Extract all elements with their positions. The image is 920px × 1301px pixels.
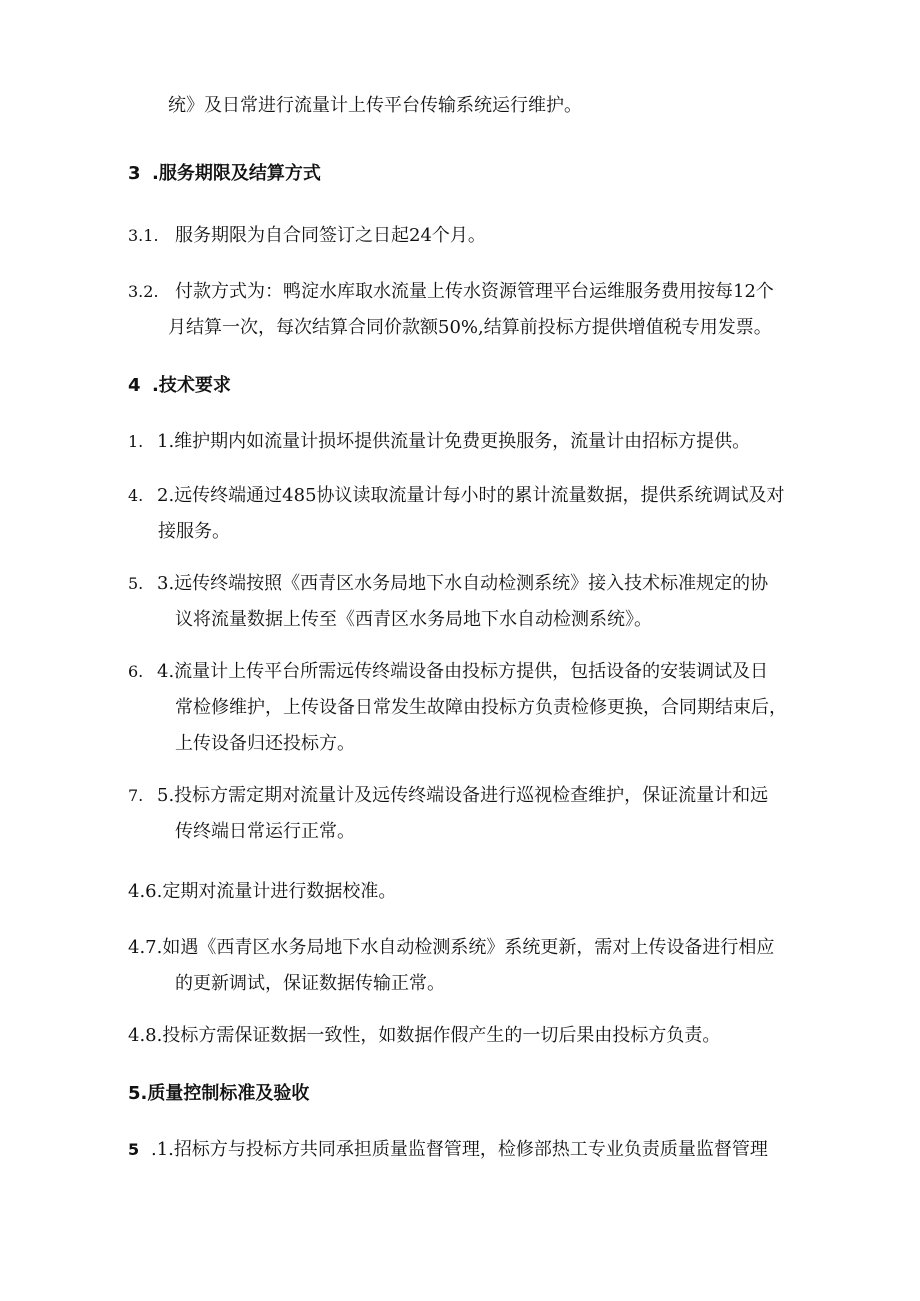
item-text-line: 传终端日常运行正常。 [175, 821, 355, 842]
item-text-line: 常检修维护，上传设备日常发生故障由投标方负责检修更换，合同期结束后， [175, 697, 787, 718]
item-number: 4. [128, 486, 144, 505]
item-number: 5 [128, 1140, 140, 1159]
item-text-line: 4.7.如遇《西青区水务局地下水自动检测系统》系统更新，需对上传设备进行相应 [128, 937, 775, 958]
item-text-line: 的更新调试，保证数据传输正常。 [175, 973, 445, 994]
section-3-heading: .服务期限及结算方式 [152, 163, 321, 184]
section-4-heading: .技术要求 [152, 375, 231, 396]
item-text-line: 1.维护期内如流量计损坏提供流量计免费更换服务，流量计由招标方提供。 [157, 431, 751, 452]
item-number: 6. [128, 662, 144, 681]
item-text-line: 上传设备归还投标方。 [175, 733, 355, 754]
item-text-line: 4.流量计上传平台所需远传终端设备由投标方提供，包括设备的安装调试及日 [157, 661, 769, 682]
section-3-heading-number: 3 [128, 163, 141, 184]
item-text-line: 付款方式为：鸭淀水库取水流量上传水资源管理平台运维服务费用按每12个 [175, 281, 774, 302]
item-number: 3.1. [128, 226, 159, 245]
item-text-line: 接服务。 [158, 521, 230, 542]
item-text-line: 5.投标方需定期对流量计及远传终端设备进行巡视检查维护，保证流量计和远 [157, 785, 769, 806]
item-text-line: 月结算一次，每次结算合同价款额50%,结算前投标方提供增值税专用发票。 [168, 317, 772, 338]
item-text-line: 4.8.投标方需保证数据一致性，如数据作假产生的一切后果由投标方负责。 [128, 1025, 721, 1046]
item-text-line: 议将流量数据上传至《西青区水务局地下水自动检测系统》。 [175, 609, 652, 630]
section-5-heading: 5.质量控制标准及验收 [128, 1083, 310, 1104]
item-number: 7. [128, 786, 144, 805]
item-text-line: 4.6.定期对流量计进行数据校准。 [128, 881, 397, 902]
section-4-heading-number: 4 [128, 375, 141, 396]
item-number: 5. [128, 574, 144, 593]
item-text-line: 3.远传终端按照《西青区水务局地下水自动检测系统》接入技术标准规定的协 [157, 573, 769, 594]
item-number: 3.2. [128, 282, 159, 301]
item-text-line: 2.远传终端通过485协议读取流量计每小时的累计流量数据，提供系统调试及对 [157, 485, 785, 506]
item-text-line: 服务期限为自合同签订之日起24个月。 [175, 225, 486, 246]
item-number: 1. [128, 432, 144, 451]
continuation-line: 统》及日常进行流量计上传平台传输系统运行维护。 [168, 95, 582, 116]
item-text-line: .1.招标方与投标方共同承担质量监督管理，检修部热工专业负责质量监督管理 [151, 1139, 768, 1160]
